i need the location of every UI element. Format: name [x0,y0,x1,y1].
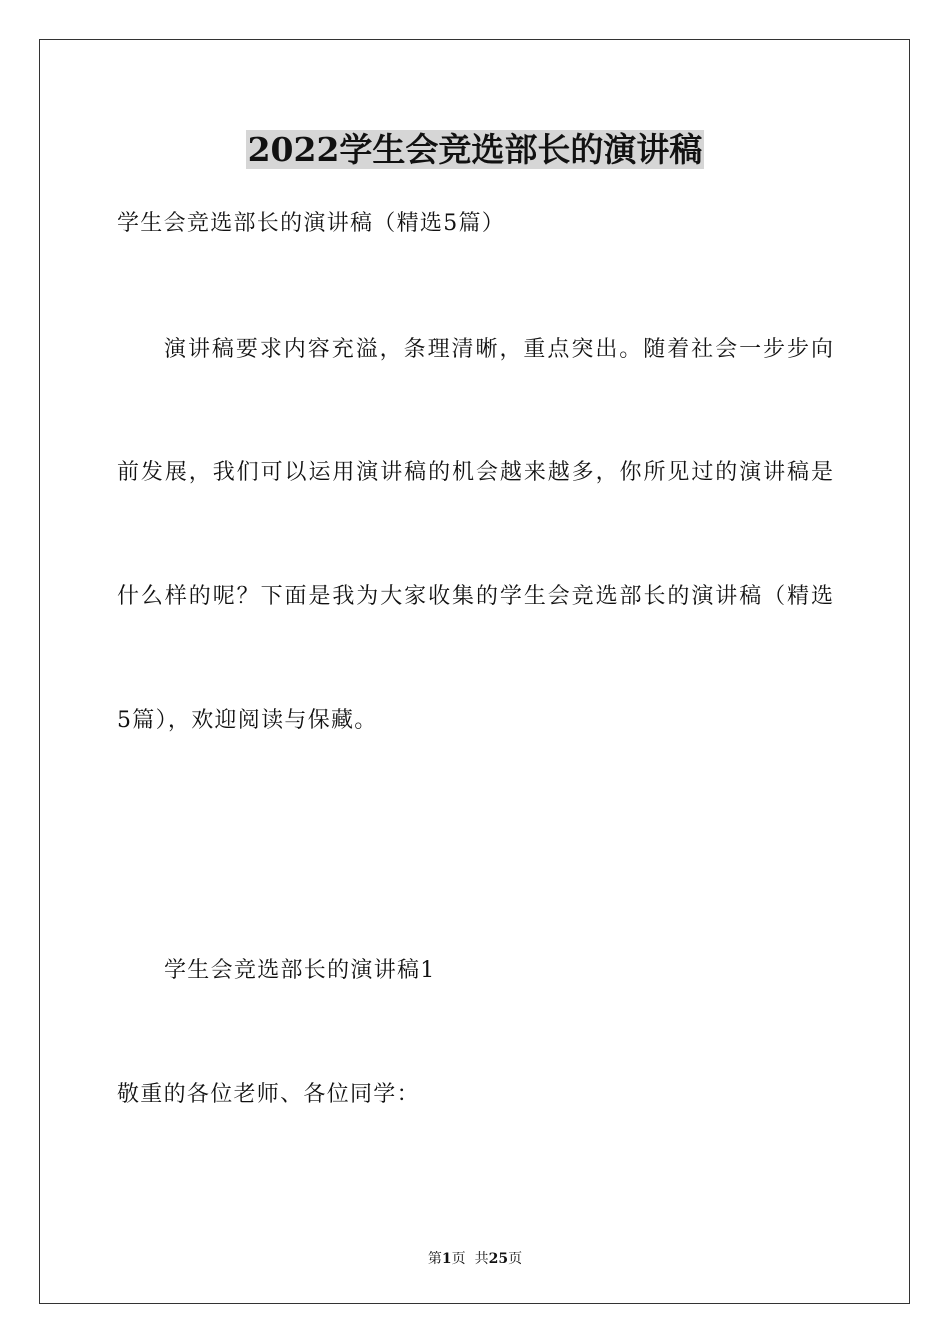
page-footer [0,1249,950,1269]
salutation: 敬重的各位老师、各位同学： [117,1082,420,1107]
document-title [0,126,950,174]
footer-prefix: 第 [427,1251,442,1267]
footer-page-number: 1 [441,1251,452,1267]
footer-total-pages: 25 [488,1251,509,1267]
intro-line-4: 5篇），欢迎阅读与保藏。 [117,708,378,733]
section-heading: 学生会竞选部长的演讲稿1 [164,958,436,983]
intro-line-3: 什么样的呢？下面是我为大家收集的学生会竞选部长的演讲稿（精选 [117,584,833,609]
document-subtitle: 学生会竞选部长的演讲稿（精选5篇） [117,211,506,236]
footer-suffix: 页 [508,1251,523,1267]
document-title-text: 2022学生会竞选部长的演讲稿 [247,130,703,169]
intro-line-1: 演讲稿要求内容充溢，条理清晰，重点突出。随着社会一步步向 [164,337,833,362]
footer-mid: 页 共 [451,1251,489,1267]
intro-line-2: 前发展，我们可以运用演讲稿的机会越来越多，你所见过的演讲稿是 [117,460,833,485]
